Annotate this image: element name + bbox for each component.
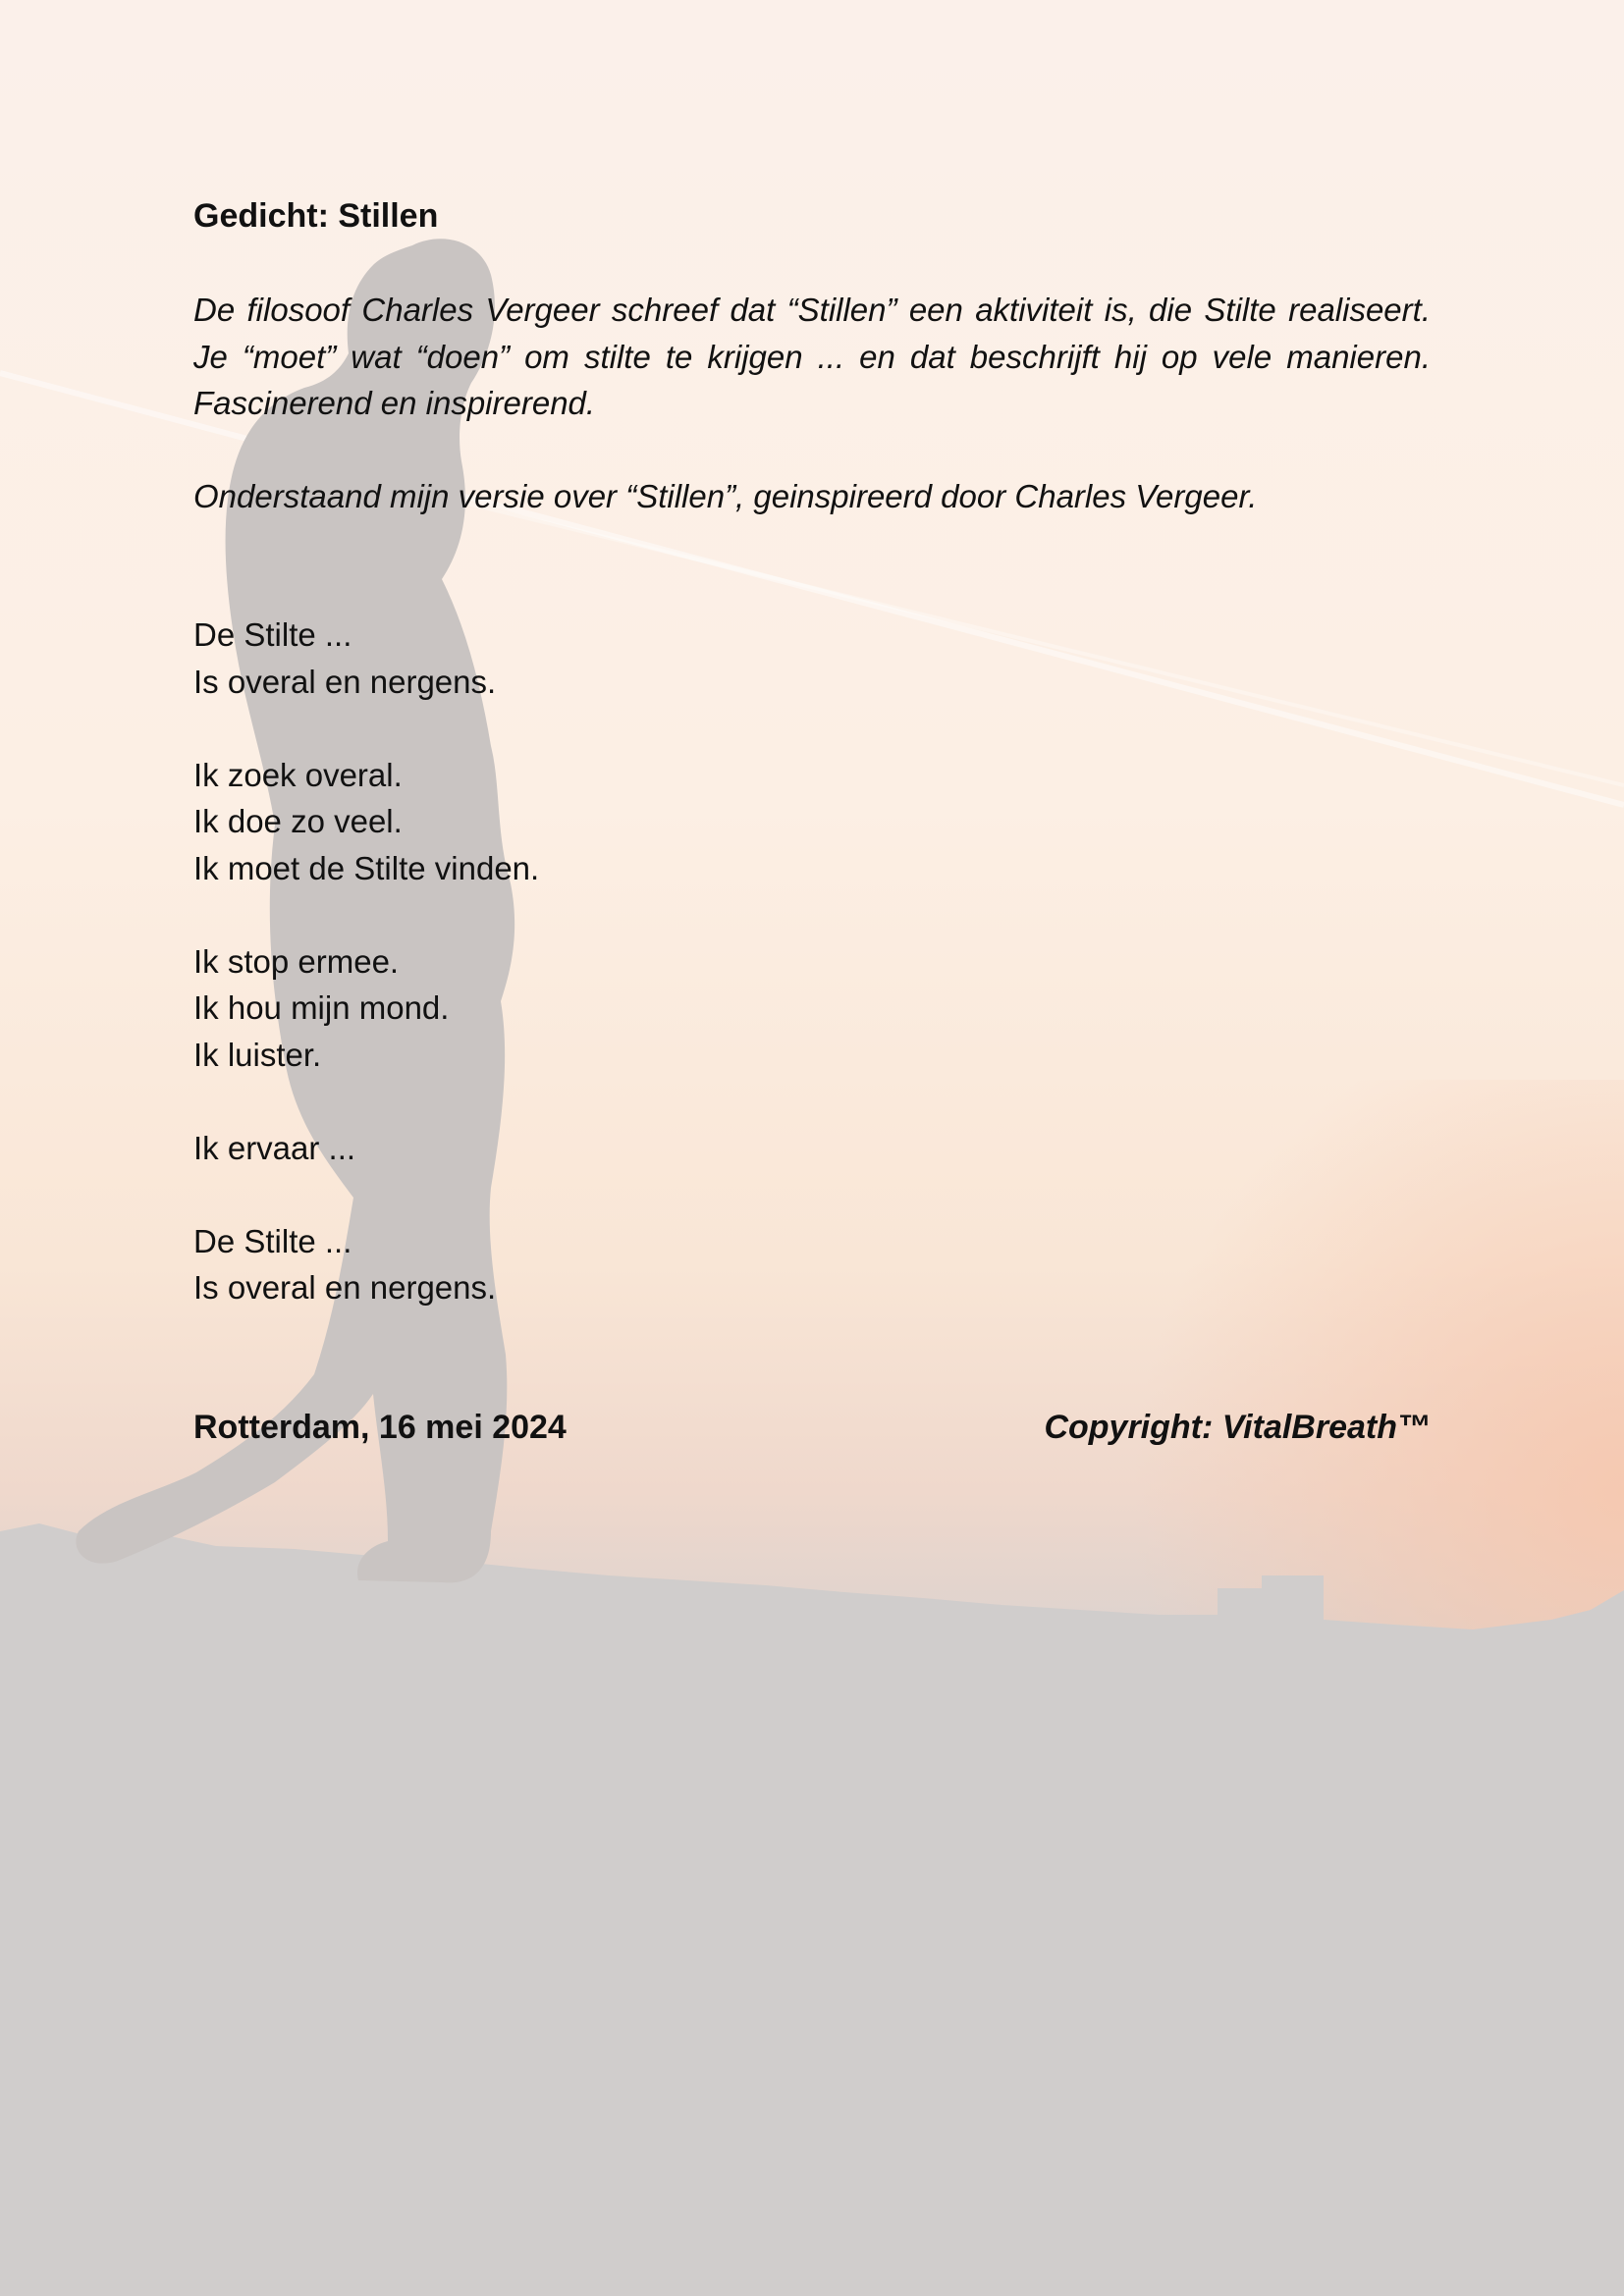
poem-stanza — [193, 938, 1431, 1079]
poem-line: Ik zoek overal. — [193, 756, 403, 793]
poem-line: Is overal en nergens. — [193, 1269, 497, 1306]
document-content — [193, 192, 1431, 1451]
document-footer — [193, 1404, 1431, 1451]
intro-line: Onderstaand mijn versie over “Stillen”, geinspireerd door Charles Vergeer. — [193, 477, 1258, 514]
ground-silhouette — [0, 1523, 1624, 2296]
document-title: Gedicht: Stillen — [193, 197, 439, 235]
poem-line: De Stilte ... — [193, 1222, 352, 1259]
poem-line: Ik ervaar ... — [193, 1129, 356, 1166]
poem-stanza — [193, 752, 1431, 892]
poem-stanza — [193, 1218, 1431, 1311]
copyright-notice: Copyright: VitalBreath™ — [1044, 1408, 1431, 1446]
poem-line: Ik luister. — [193, 1036, 322, 1073]
poem-line: Ik doe zo veel. — [193, 803, 403, 839]
intro-paragraph: De filosoof Charles Vergeer schreef dat “Stillen” een aktiviteit is, die Stilte realiseert. Je “moet” wat “doen” om stilte te krijgen ... en dat beschrijft hij op vele manieren. Fascinerend en inspirerend. — [193, 292, 1431, 421]
poem-line: De Stilte ... — [193, 616, 352, 653]
poem-line: Ik hou mijn mond. — [193, 989, 450, 1026]
poem-line: Ik moet de Stilte vinden. — [193, 849, 540, 886]
place-date: Rotterdam, 16 mei 2024 — [193, 1408, 567, 1446]
poem-stanza — [193, 1125, 1431, 1172]
poem-line: Is overal en nergens. — [193, 663, 497, 700]
poem-line: Ik stop ermee. — [193, 942, 400, 980]
poem-stanza — [193, 612, 1431, 705]
